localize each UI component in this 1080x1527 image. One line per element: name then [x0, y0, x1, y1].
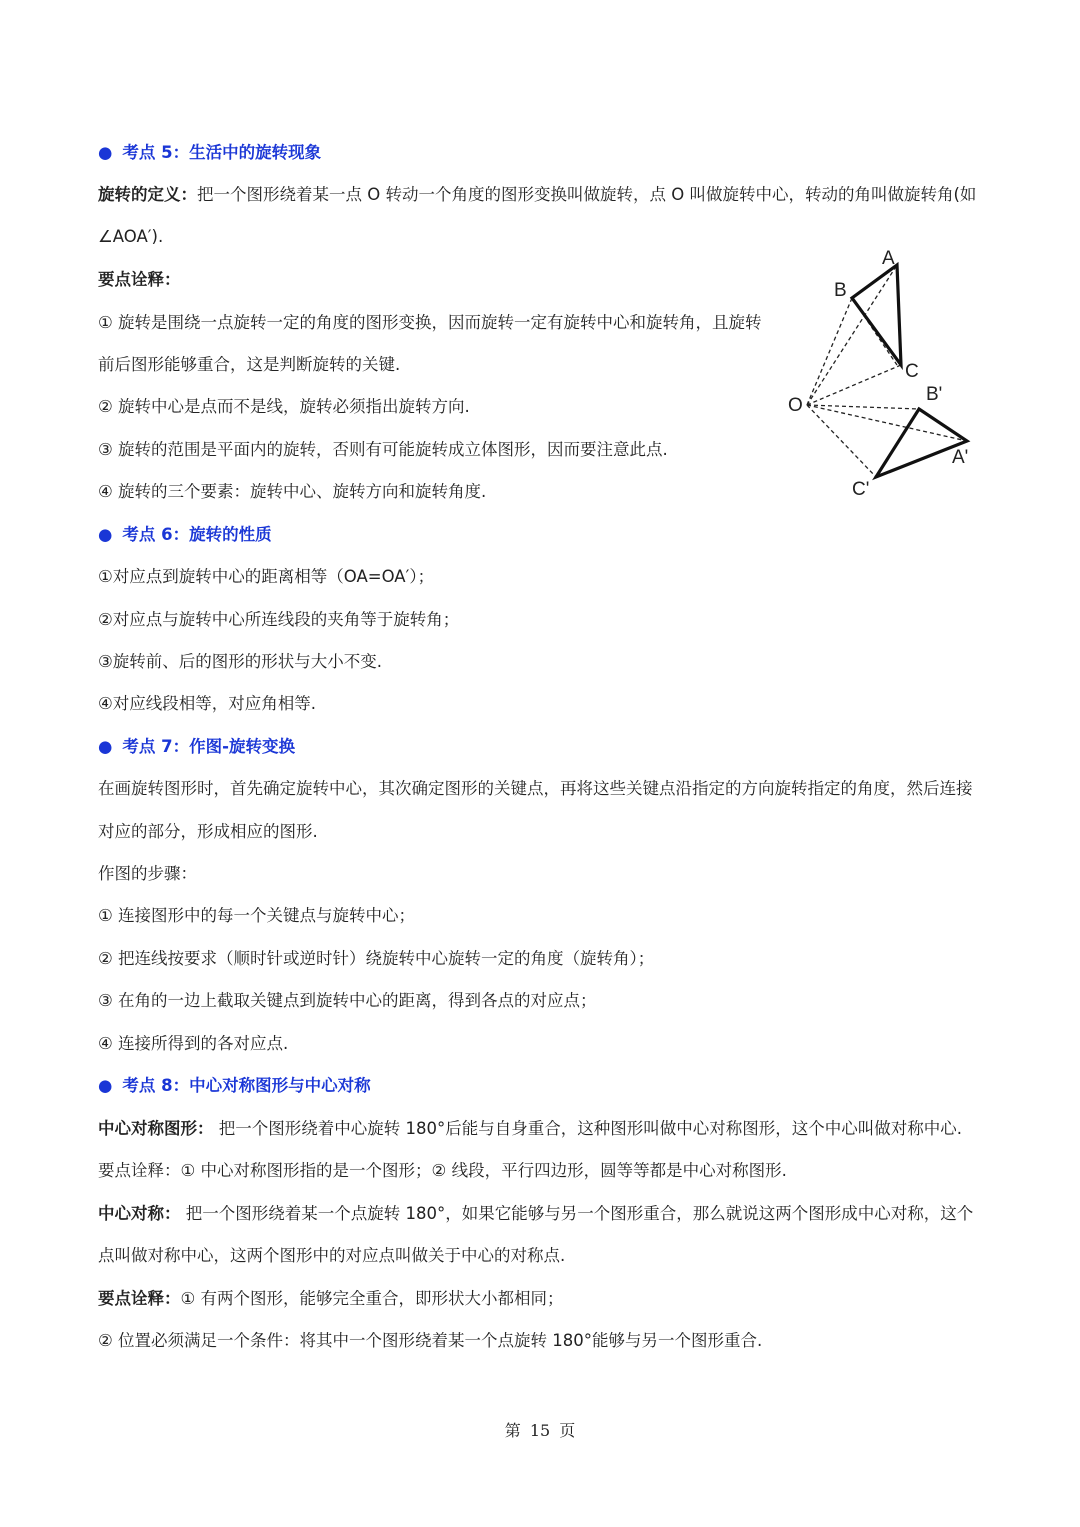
heading-text: 考点 8：中心对称图形与中心对称 — [122, 1076, 371, 1095]
note-2: ② 旋转中心是点而不是线，旋转必须指出旋转方向. — [98, 397, 470, 416]
cs-notes-text: ① 有两个图形，能够完全重合，即形状大小都相同； — [180, 1289, 564, 1308]
rotation-diagram — [780, 240, 980, 505]
property-2: ②对应点与旋转中心所连线段的夹角等于旋转角； — [98, 610, 460, 629]
rotation-definition — [98, 184, 976, 206]
construction-lines — [807, 265, 967, 477]
definition-label: 旋转的定义： — [98, 185, 197, 204]
cs-notes — [98, 1288, 564, 1310]
cs-note-last: ② 位置必须满足一个条件：将其中一个图形绕着某一个点旋转 180°能够与另一个图形重合. — [98, 1331, 763, 1350]
definition-text: 把一个图形绕着某一点 O 转动一个角度的图形变换叫做旋转，点 O 叫做旋转中心，转动的角叫做旋转角(如 — [197, 185, 977, 204]
csf-note: 要点诠释：① 中心对称图形指的是一个图形；② 线段，平行四边形，圆等等都是中心对称图形. — [98, 1161, 787, 1180]
definition-text-cont: ∠AOA′). — [98, 227, 164, 246]
label-O: O — [788, 395, 803, 416]
bullet-icon: ● — [98, 1076, 113, 1095]
label-A1: A' — [952, 447, 969, 468]
label-C1: C' — [852, 479, 870, 500]
construction-intro-cont: 对应的部分，形成相应的图形. — [98, 822, 318, 841]
central-symmetry-def — [98, 1203, 973, 1225]
heading-text: 考点 7：作图-旋转变换 — [122, 737, 295, 756]
csf-text: 把一个图形绕着中心旋转 180°后能与自身重合，这种图形叫做中心对称图形，这个中心叫做对称中心. — [213, 1119, 962, 1138]
triangle-ABC — [852, 265, 901, 365]
line-OC1 — [807, 405, 876, 477]
step-1: ① 连接图形中的每一个关键点与旋转中心； — [98, 906, 416, 925]
bullet-icon: ● — [98, 525, 113, 544]
line-OB — [807, 298, 852, 405]
section-8-heading — [98, 1075, 371, 1097]
label-B1: B' — [926, 384, 943, 405]
bullet-icon: ● — [98, 737, 113, 756]
heading-text: 考点 5：生活中的旋转现象 — [122, 143, 322, 162]
line-OA1 — [807, 405, 967, 441]
property-4: ④对应线段相等，对应角相等. — [98, 694, 317, 713]
section-5-heading — [98, 142, 321, 164]
note-1a: ① 旋转是围绕一点旋转一定的角度的图形变换，因而旋转一定有旋转中心和旋转角，且旋转 — [98, 313, 762, 332]
property-1: ①对应点到旋转中心的距离相等（OA=OA′）； — [98, 567, 435, 586]
label-B: B — [834, 280, 847, 301]
note-4: ④ 旋转的三个要素：旋转中心、旋转方向和旋转角度. — [98, 482, 487, 501]
page-footer — [0, 1418, 1080, 1441]
cs-text-cont: 点叫做对称中心，这两个图形中的对应点叫做关于中心的对称点. — [98, 1246, 566, 1265]
footer-prefix: 第 — [504, 1421, 521, 1440]
key-points-label: 要点诠释： — [98, 270, 181, 289]
csf-label: 中心对称图形： — [98, 1119, 214, 1138]
central-symmetric-figure-def — [98, 1118, 962, 1140]
construction-intro: 在画旋转图形时，首先确定旋转中心，其次确定图形的关键点，再将这些关键点沿指定的方向旋转指定的角度，然后连接 — [98, 779, 973, 798]
property-3: ③旋转前、后的图形的形状与大小不变. — [98, 652, 383, 671]
footer-suffix: 页 — [559, 1421, 576, 1440]
steps-title: 作图的步骤： — [98, 864, 197, 883]
note-3: ③ 旋转的范围是平面内的旋转，否则有可能旋转成立体图形，因而要注意此点. — [98, 440, 668, 459]
page-number: 15 — [529, 1421, 551, 1440]
step-4: ④ 连接所得到的各对应点. — [98, 1034, 289, 1053]
line-OA — [807, 265, 897, 405]
cs-text: 把一个图形绕着某一个点旋转 180°，如果它能够与另一个图形重合，那么就说这两个图形成中心对称，这个 — [180, 1204, 974, 1223]
cs-label: 中心对称： — [98, 1204, 181, 1223]
label-C: C — [905, 361, 919, 382]
note-1b: 前后图形能够重合，这是判断旋转的关键. — [98, 355, 401, 374]
step-2: ② 把连线按要求（顺时针或逆时针）绕旋转中心旋转一定的角度（旋转角）； — [98, 949, 655, 968]
heading-text: 考点 6：旋转的性质 — [122, 525, 272, 544]
cs-notes-label: 要点诠释： — [98, 1289, 181, 1308]
section-6-heading — [98, 524, 272, 546]
section-7-heading — [98, 736, 295, 758]
bullet-icon: ● — [98, 143, 113, 162]
step-3: ③ 在角的一边上截取关键点到旋转中心的距离，得到各点的对应点； — [98, 991, 597, 1010]
label-A: A — [882, 248, 895, 269]
